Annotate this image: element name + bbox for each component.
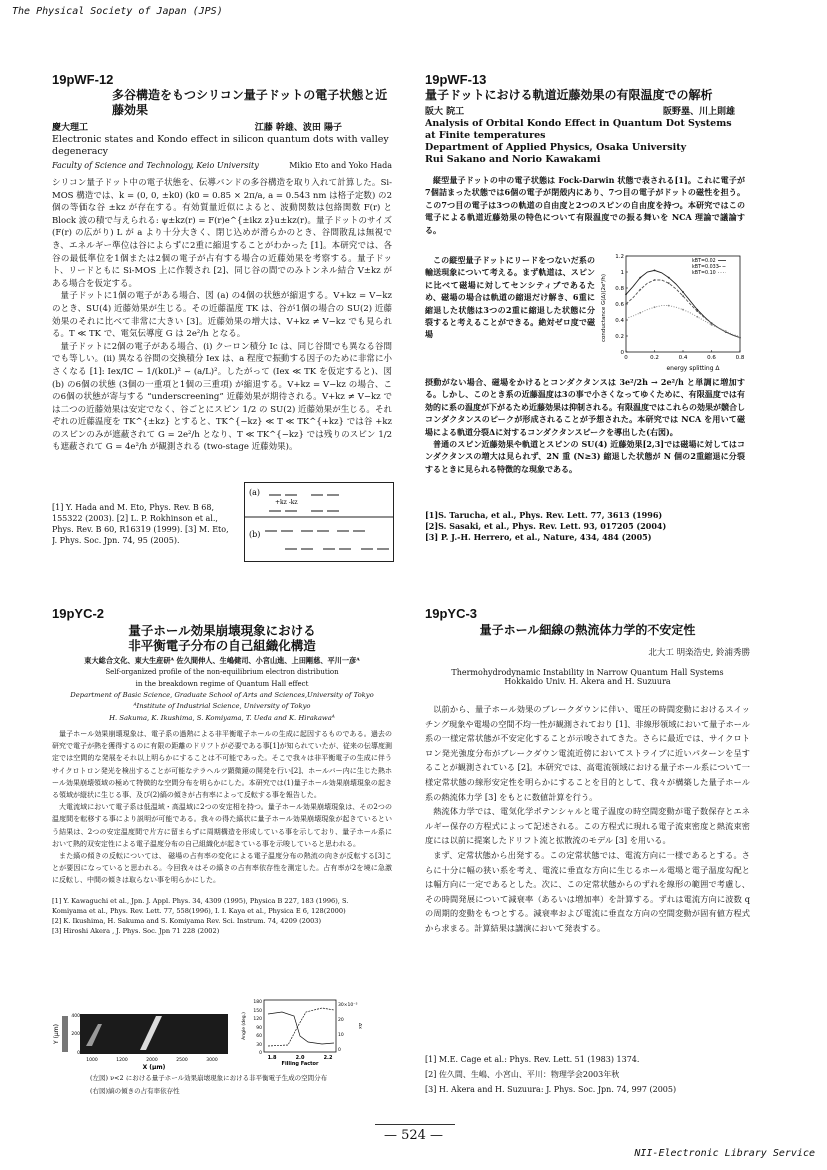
y-axis-label: Y (μm) — [53, 1024, 60, 1044]
authors-en: Hokkaido Univ. H. Akera and H. Suzuura — [504, 677, 671, 686]
data-point — [696, 316, 698, 318]
data-point — [682, 295, 684, 297]
data-point — [654, 306, 656, 308]
reference-line: [2]S. Sasaki, et al., Phys. Rev. Lett. 93, 017205 (2004) — [425, 521, 667, 531]
data-point — [711, 324, 713, 326]
reference-line: [1] Y. Kawaguchi et al., Jpn. J. Appl. Phys. 34, 4309 (1995), Physica B 227, 183 (1996), S. — [52, 897, 349, 905]
abstract-title: 量子ホール細線の熱流体力学的不安定性 — [479, 623, 696, 637]
body-paragraph-3: 摂動がない場合、磁場をかけるとコンダクタンスは 3e²/2h → 2e²/h と単調に増加する。しかし、このとき系の近藤温度は3の事で小さくなってゆくために、有限温度では有効的に系の温度が下がるため近藤効果は抑制される。有限温度ではこれらの効果が競合しコンダクタンスのピークが形成されることが予想された。本研究では NCA を用いて磁場による軌道分裂Δに対するコンダクタンスピークを導出した(右図)。 — [425, 377, 745, 437]
body-paragraph-1: 量子ホール効果崩壊現象は、電子系の過熱による非平衡電子ホールの生成に起因するものである。過去の研究で電子が熱を獲得するのに有限の距離のドリフトが必要である事[1]が知られていたが、従来の伝導度測定では空間的な発展をそれ以上明らかにすることは不可能であった。そこで我々は非平衡電子の生成に伴うサイクロトロン発光を検出することが可能なテラヘルツ顕微鏡の開発を行い[2]、ホールバー内に生じた熱ホール効果崩壊領域の極めて特徴的な空間分布を明らかにした。本研究では(1)量子ホール効果崩壊現象の起きる領域が縦状に生じる事、及び(2)縞の傾きが占有率によって反転する事を報告した。 — [52, 730, 392, 800]
y-tick-label: 200 — [71, 1032, 80, 1037]
y2-tick-label: 20 — [338, 1018, 344, 1023]
reference-line: [3] Hiroshi Akera , J. Phys. Soc. Jpn 71 228 (2002) — [52, 927, 220, 935]
spatial-distribution-figure — [52, 1000, 232, 1070]
reference-line: [1] M.E. Cage et al.: Phys. Rev. Lett. 51 (1983) 1374. — [425, 1055, 640, 1064]
abstract-19pWF-13-left-text — [425, 254, 595, 380]
y-tick-label: 0.6 — [615, 302, 624, 308]
title-en-line-1: Self-organized profile of the non-equilibrium electron distribution — [105, 668, 339, 676]
title-en: Analysis of Orbital Kondo Effect in Quantum Dot Systems at Finite temperatures — [425, 118, 732, 141]
affiliation-jp: 慶大理工 — [52, 123, 89, 133]
angle-vs-filling-figure — [238, 996, 362, 1066]
references — [425, 1052, 750, 1102]
panel-b-label: (b) — [249, 530, 261, 539]
authors-jp: 江藤 幹雄、波田 陽子 — [254, 123, 342, 133]
y-tick-label: 0.4 — [615, 318, 624, 324]
body-paragraph-1: シリコン量子ドット中の電子状態を、伝導バンドの多谷構造を取り入れて計算した。Si-MOS 構造では、k = (0, 0, ±k0) (k0 = 0.85 × 2π/a, a = 0.543 nm は格子定数) の2個の等価な谷 ±kz が存在する。有効質量近似によると、波動関数は包絡関数 F(r) と Block 波の積で与えられる: ψ±kz(r) = F(r)e^{±ikz z}u±kz(r)。量子ドットのサイズ (F(r) の広がり) L が a より十分大きく、閉じ込めが滑らかのとき、谷間散乱は無視でき、エネルギー準位は谷によらずに2重に縮退することがわかった [1]。本研究では、各谷の最低準位を1個または2個の電子が占有する場合の近藤効果を考察する。量子ドット、リードともに Si-MOS 上に作製され [2]、同じ谷の間でのみトンネル結合 V±kz がある場合を仮定する。 — [52, 178, 392, 289]
body-paragraph-1: 以前から、量子ホール効果のブレークダウンに伴い、電圧の時間変動におけるスイッチング現象や電場の空間不均一性が観測されており [1]、非線形領域において量子ホール系の一様定常状態が不安定化することが示唆されてきた。さらに最近では、サイクロトロン発光強度分布がブレークダウン電流近傍においてストライプに近いパターンを呈することが観測されている [2]。本研究では、高電流領域における量子ホール系について一様定常状態の線形安定性を明らかにすることを目的として、我々が構築した量子ホール系の熱流体力学 [3] をもとに数値計算を行う。 — [425, 704, 750, 802]
body-paragraph-4: 普通のスピン近藤効果や軌道とスピンの SU(4) 近藤効果[2,3]では磁場に対してはコンダクタンスの増大は見られず、2N 重 (N≥3) 縮退した状態が N 個の2重縮退に分裂するときに見られる特徴的な現象である。 — [425, 439, 745, 474]
abstract-code: 19pWF-12 — [52, 72, 114, 87]
valley-label: +kz -kz — [275, 499, 298, 506]
references — [52, 502, 240, 562]
data-point — [668, 305, 670, 307]
affiliation-en: Department of Applied Physics, Osaka University — [425, 142, 687, 153]
library-footer: NII-Electronic Library Service — [634, 1148, 815, 1159]
authors-jp: 阪野塁、川上則雄 — [662, 107, 735, 117]
plot-frame — [264, 1000, 336, 1052]
abstract-title-line-2: 非平衡電子分布の自己組織化構造 — [128, 638, 316, 653]
affiliation-jp: 阪大 院工 — [425, 107, 465, 117]
x-tick-label: 0.8 — [735, 355, 745, 361]
x-tick-label: 1000 — [86, 1058, 98, 1063]
emission-map — [80, 1014, 228, 1054]
data-point — [625, 294, 627, 296]
body-paragraph-2: 熱流体力学では、電気化学ポテンシャルと電子温度の時空間変動が電子数保存とエネルギー保存の方程式によって記述される。この方程式に現れる電子流束密度と熱流束密度には以前に提案したドリフト流と拡散流のモデル [3] を用いる。 — [425, 806, 750, 846]
legend-entry: kBT=0.02 — [692, 259, 716, 264]
body-paragraph-3: また縞の傾きの反転については、 磁場の占有率の変化による電子温度分布の熱流の向きが反転する[3]ことが要因になっていると思われる。今回我々はその縞きの占有率依存性を測定した。占有率が2を境に急激に反転し、中間の傾きは取らない事を明らかにした。 — [52, 852, 392, 885]
x-tick-label: 2.0 — [295, 1055, 305, 1061]
authors-en: H. Sakuma, K. Ikushima, S. Komiyama, T. Ueda and K. Hirakawaᴬ — [109, 714, 335, 722]
body-paragraph-3: 量子ドットに2個の電子がある場合、(i) クーロン積分 Ic は、同じ谷間でも異なる谷間でも等しい。(ii) 異なる谷間の交換積分 Iex は、a 程度で振動する因子のために非常に小さくなる [1]: Iex/IC ~ 1/(k0L)² ~ (a/L)²。したがって (Iex ≪ TK を仮定すると)、図 (b) の6個の状態 (3個の一重項と1個の三重項) が縮退する。V+kz = V−kz の場合、この6個の状態が寄与する “underscreening” 近藤効果が期待される。V+kz ≠ V−kz では二つの近藤効果は安定でなく、谷ごとにスピン 1/2 の SU(2) 近藤効果が生じる。それぞれの近藤温度を TK^{±kz} とすると、TK^{−kz} ≪ T ≪ TK^{+kz} では谷 +kz のスピンのみが遮蔽されて G = 2e²/h となり、T ≪ TK^{−kz} では残りのスピン 1/2 も遮蔽されて G = 4e²/h が観測される (two-stage 近藤効果)。 — [52, 341, 392, 453]
data-point — [639, 277, 641, 279]
body-paragraph-3: まず、定常状態から出発する。この定常状態では、電流方向に一様であるとする。さらに十分に幅の狭い系を考え、電流に垂直な方向に生じるホール電場と電子温度勾配とは幅方向に一定であるとした。次に、この定常状態からのずれを線形の範囲で考慮し、その時間発展について減衰率（あるいは増加率）を計算する。ずれは電流方向に波数 q の周期的変動をもつとする。減衰率および電流に垂直な方向の空間変動が固有値方程式から求まる。計算結果は講演において発表する。 — [425, 849, 750, 933]
reference-line: [1] Y. Hada and M. Eto, Phys. Rev. B 68, — [52, 503, 215, 512]
y-tick-label: 400 — [71, 1014, 80, 1019]
y-tick-label: 180 — [253, 1000, 262, 1005]
page-number-rule — [375, 1124, 455, 1125]
data-point — [639, 312, 641, 314]
data-point — [668, 277, 670, 279]
reference-line: [2] K. Ikushima, H. Sakuma and S. Komiyama Rev. Sci. Instrum. 74, 4209 (2003) — [52, 917, 322, 925]
body-paragraph-2: 大電流域において電子系は低温域・高温域に2つの安定相を持つ。量子ホール効果崩壊現象は、その2つの温度間を転移する事により説明が可能である。我々の得た縞状に量子ホール効果崩壊現象が起きているという結果は、2つの安定温度間で片方に留まらずに周期構造を形成している事を示しており、量子ホール系において熱的双安定性による電子温度分布の自己組織化が起きている事を示唆していると思われる。 — [52, 803, 392, 848]
data-point — [711, 322, 713, 324]
y-tick-label: 60 — [256, 1034, 262, 1039]
x-tick-label: 0.2 — [650, 355, 659, 361]
data-point — [696, 310, 698, 312]
authors-jp: 東大総合文化、東大生産研ᴬ 佐久間伸人、生嶋健司、小宮山進、上田剛慈、平川一彦ᴬ — [84, 656, 360, 665]
references — [425, 510, 745, 550]
affiliation-en-line-1: Department of Basic Science, Graduate School of Arts and Sciences,University of Tokyo — [70, 691, 374, 699]
authors-jp: 北大工 明楽浩史, 鈴浦秀勝 — [648, 648, 750, 658]
abstract-code: 19pYC-2 — [52, 606, 105, 621]
delta-curve — [268, 1008, 334, 1046]
y-tick-label: 0.2 — [615, 334, 624, 340]
y-tick-label: 0.8 — [615, 286, 624, 292]
x-axis-label: X (μm) — [142, 1064, 166, 1070]
reference-line: [1]S. Tarucha, et al., Phys. Rev. Lett. 77, 3613 (1996) — [425, 510, 663, 520]
data-point — [682, 291, 684, 293]
title-en-line-2: in the breakdown regime of Quantum Hall effect — [135, 680, 309, 688]
reference-line: Phys. Rev. B 60, R16319 (1999). [3] M. Eto, — [52, 525, 229, 534]
y-tick-label: 0 — [259, 1051, 262, 1056]
reference-line: [3] H. Akera and H. Suzuura: J. Phys. Soc. Jpn. 74, 997 (2005) — [425, 1085, 677, 1094]
x-tick-label: 1.8 — [267, 1055, 277, 1061]
y-tick-label: 1.2 — [615, 254, 624, 260]
x-tick-label: 0.6 — [707, 355, 716, 361]
y-tick-label: 120 — [253, 1017, 262, 1022]
x-axis-label: Filling Factor — [281, 1061, 319, 1066]
panel-b-levels — [265, 531, 389, 549]
y-axis-label: conductance G(Δ)(2e²/h) — [601, 273, 607, 343]
abstract-19pYC-2 — [52, 606, 392, 1026]
x-tick-label: 0 — [624, 355, 628, 361]
level-diagram-figure — [244, 482, 394, 562]
legend-entry: kBT=0.10 — [692, 271, 716, 276]
page-number: — 524 — — [383, 1128, 444, 1143]
y-tick-label: 150 — [253, 1009, 262, 1014]
x-tick-label: 2.2 — [323, 1055, 333, 1061]
abstract-title: 多谷構造をもつシリコン量子ドットの電子状態と近藤効果 — [112, 88, 388, 117]
angle-curve — [268, 1012, 334, 1044]
reference-line: J. Phys. Soc. Jpn. 74, 95 (2005). — [52, 536, 180, 545]
y-tick-label: 90 — [256, 1026, 262, 1031]
body-paragraph-2: この縦型量子ドットにリードをつないだ系の輸送現象について考える。まず軌道は、スピンに比べて磁場に対してセンシティブであるため、磁場の場合は軌道の縮退だけ解き、6重に縮退した状態は3つの2重に縮退した状態に分裂すると考えることができる。絶対ゼロ度で磁場 — [425, 255, 595, 340]
data-point — [682, 309, 684, 311]
abstract-code: 19pYC-3 — [425, 606, 478, 621]
data-point — [625, 318, 627, 320]
authors-en: Mikio Eto and Yoko Hada — [289, 161, 392, 170]
x-tick-label: 1200 — [116, 1058, 128, 1063]
y-tick-label: 0 — [620, 350, 624, 356]
title-en: Thermohydrodynamic Instability in Narrow Quantum Hall Systems — [451, 668, 724, 677]
references — [52, 896, 392, 946]
y2-tick-label: 10 — [338, 1033, 344, 1038]
y-tick-label: 1 — [620, 270, 624, 276]
x-tick-label: 3000 — [206, 1058, 218, 1063]
data-point — [725, 330, 727, 332]
x-tick-label: 2500 — [176, 1058, 188, 1063]
abstract-19pWF-13-lower-text — [425, 376, 745, 506]
reference-line: [2] 佐久間、生嶋、小宮山、平川：物理学会2003年秋 — [425, 1070, 620, 1079]
journal-header: The Physical Society of Japan (JPS) — [12, 6, 223, 17]
x-tick-label: 0.4 — [678, 355, 688, 361]
data-point — [739, 336, 741, 338]
abstract-19pWF-13 — [425, 72, 745, 252]
reference-line: [3] P. J.-H. Herrero, et al., Nature, 434, 484 (2005) — [425, 532, 652, 542]
plot-frame — [626, 256, 740, 352]
level-diagram — [245, 483, 393, 561]
abstract-code: 19pWF-13 — [425, 72, 487, 87]
data-point — [654, 279, 656, 281]
abstract-title-line-1: 量子ホール効果崩壊現象における — [128, 623, 316, 638]
data-point — [639, 289, 641, 291]
series-line — [626, 270, 740, 337]
reference-line: Komiyama et al., Phys. Rev. Lett. 77, 558(1996), I. I. Kaya et al., Physica E 6, 128(2000) — [52, 907, 346, 915]
y2-tick-label: 0 — [338, 1048, 341, 1053]
y-tick-label: 0 — [77, 1051, 80, 1056]
x-tick-label: 2000 — [146, 1058, 158, 1063]
y-axis-label: Angle (deg.) — [242, 1012, 247, 1040]
y-tick-label: 30 — [256, 1043, 262, 1048]
data-point — [668, 282, 670, 284]
y2-axis-label: Δx — [357, 1023, 362, 1029]
legend-entry: kBT=0.033 — [692, 265, 719, 270]
color-scale-bar — [62, 1016, 68, 1052]
data-point — [654, 270, 656, 272]
affiliation-en: Faculty of Science and Technology, Keio University — [52, 161, 259, 170]
conductance-chart — [598, 250, 748, 372]
figure-caption-left: (左図) ν<2 における量子ホール効果崩壊現象における非平衡電子生成の空間分布 — [90, 1074, 328, 1082]
panel-a-label: (a) — [249, 488, 261, 497]
figure-caption-right: (右図)縞の傾きの占有率依存性 — [90, 1087, 180, 1095]
affiliation-en-line-2: ᴬInstitute of Industrial Science, University of Tokyo — [133, 702, 311, 710]
authors-en: Rui Sakano and Norio Kawakami — [425, 154, 601, 165]
x-axis-label: energy splitting Δ — [666, 365, 720, 372]
y2-tick-label: 30×10⁻³ — [338, 1003, 358, 1008]
title-en: Electronic states and Kondo effect in silicon quantum dots with valley degeneracy — [52, 134, 389, 157]
abstract-title: 量子ドットにおける軌道近藤効果の有限温度での解析 — [425, 88, 713, 102]
reference-line: 155322 (2003). [2] L. P. Rokhinson et al., — [52, 514, 218, 523]
abstract-19pYC-3 — [425, 606, 750, 1046]
data-point — [625, 303, 627, 305]
body-paragraph-2: 量子ドットに1個の電子がある場合、図 (a) の4個の状態が縮退する。V+kz = V−kz のとき、SU(4) 近藤効果が生じる。その近藤温度 TK は、谷が1個の場合の SU(2) 近藤効果のそれに比べて非常に大きい [3]。近藤効果の増大は、V+kz ≠ V−kz でも見られる。T ≪ TK で、電気伝導度 G は 2e²/h となる。 — [52, 291, 392, 340]
body-paragraph-1: 縦型量子ドットの中の電子状態は Fock-Darwin 状態で表される[1]。これに電子が7個詰まった状態では6個の電子が閉殻内にあり、7つ目の電子がドットの磁性を担う。この7つ目の電子は3つの軌道の自由度と2つのスピンの自由度を持つ。本研究ではこの電子による軌道近藤効果の特色について有限温度での振る舞いを NCA 理論で議論する。 — [425, 175, 745, 235]
